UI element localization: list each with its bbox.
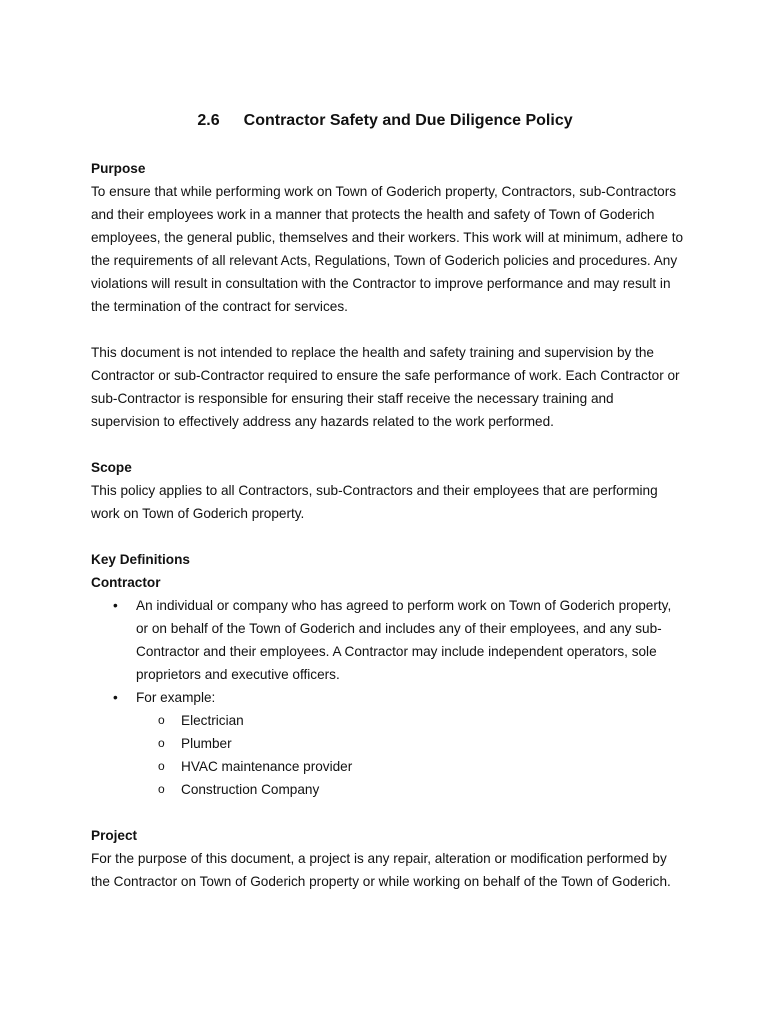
list-item xyxy=(136,778,686,801)
list-item xyxy=(91,594,686,686)
project-heading: Project xyxy=(91,828,138,843)
example-item: HVAC maintenance provider xyxy=(181,759,353,774)
key-definitions-heading: Key Definitions xyxy=(91,552,190,567)
bullet-icon: • xyxy=(113,690,118,705)
project-paragraph: For the purpose of this document, a project is any repair, alteration or modification performed by the Contractor on Town of Goderich property or while working on behalf of the Town of Goderich. xyxy=(91,851,671,889)
bullet-icon: • xyxy=(113,598,118,613)
purpose-paragraph-1: To ensure that while performing work on Town of Goderich property, Contractors, sub-Contractors and their employees work in a manner that protects the health and safety of Town of Goderich employees, the general public, themselves and their workers. This work will at minimum, adhere to the requirements of all relevant Acts, Regulations, Town of Goderich policies and procedures. Any violations will result in consultation with the Contractor to improve performance and may result in the termination of the contract for services. xyxy=(91,184,684,314)
purpose-paragraph-2: This document is not intended to replace the health and safety training and supervision by the Contractor or sub-Contractor required to ensure the safe performance of work. Each Contractor or sub-Contractor is responsible for ensuring their staff receive the necessary training and supervision to effectively address any hazards related to the work performed. xyxy=(91,345,680,429)
for-example-label: For example: xyxy=(136,690,216,705)
section-number: 2.6 xyxy=(197,112,220,129)
list-item xyxy=(136,709,686,732)
example-item: Electrician xyxy=(181,713,244,728)
document-body xyxy=(91,157,686,893)
contractor-definition-list xyxy=(91,594,686,801)
purpose-heading: Purpose xyxy=(91,161,146,176)
circle-bullet-icon: o xyxy=(158,759,165,773)
scope-paragraph: This policy applies to all Contractors, sub-Contractors and their employees that are performing work on Town of Goderich property. xyxy=(91,483,658,521)
example-item: Plumber xyxy=(181,736,232,751)
circle-bullet-icon: o xyxy=(158,782,165,796)
circle-bullet-icon: o xyxy=(158,736,165,750)
example-item: Construction Company xyxy=(181,782,320,797)
page-title xyxy=(0,110,770,132)
circle-bullet-icon: o xyxy=(158,713,165,727)
section-title: Contractor Safety and Due Diligence Policy xyxy=(243,112,573,129)
contractor-heading: Contractor xyxy=(91,575,161,590)
list-item xyxy=(136,732,686,755)
scope-heading: Scope xyxy=(91,460,132,475)
examples-list xyxy=(136,709,686,801)
contractor-definition: An individual or company who has agreed to perform work on Town of Goderich property, or on behalf of the Town of Goderich and includes any of their employees, and any sub-Contractor and their employees. A Contractor may include independent operators, sole proprietors and executive officers. xyxy=(136,598,672,682)
list-item xyxy=(136,755,686,778)
list-item xyxy=(91,686,686,801)
